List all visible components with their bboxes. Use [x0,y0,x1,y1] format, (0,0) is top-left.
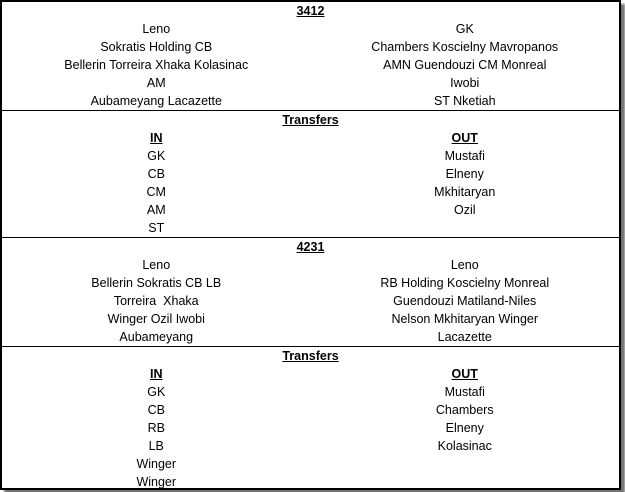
out-cell: Elneny [445,421,484,435]
table-row [2,419,619,437]
left-cell: Aubameyang Lacazette [90,94,222,108]
out-cell: Ozil [453,203,476,217]
table-row [2,473,619,491]
out-cell: Kolasinac [437,439,492,453]
column-header-row [2,129,619,147]
right-cell: Leno [450,258,479,272]
table-row [2,183,619,201]
right-cell: Lacazette [437,330,492,344]
left-cell: AM [146,76,166,90]
in-cell: CM [146,185,166,199]
left-cell: Winger Ozil Iwobi [107,312,205,326]
section-title: 3412 [296,4,325,18]
right-cell: Nelson Mkhitaryan Winger [391,312,539,326]
table-row [2,401,619,419]
right-cell: AMN Guendouzi CM Monreal [383,58,547,72]
table-row [2,310,619,328]
table-row [2,147,619,165]
in-cell: CB [147,167,165,181]
out-cell: Mkhitaryan [434,185,496,199]
table-row [2,256,619,274]
in-cell: GK [147,385,166,399]
in-cell: LB [148,439,164,453]
right-cell: ST Nketiah [433,94,496,108]
left-cell: Leno [142,258,171,272]
table-row [2,201,619,219]
transfers-section-2 [2,346,619,491]
in-cell: CB [147,403,165,417]
table-row [2,92,619,110]
table-row [2,455,619,473]
out-cell [311,219,620,237]
out-column-header: OUT [451,131,478,145]
in-column-header: IN [150,131,163,145]
right-cell: RB Holding Koscielny Monreal [380,276,550,290]
table-row [2,56,619,74]
left-cell: Bellerin Sokratis CB LB [91,276,222,290]
table-row [2,437,619,455]
section-title: 4231 [296,240,325,254]
in-cell: Winger [136,475,177,489]
left-cell: Leno [142,22,171,36]
formation-3412-section [2,2,619,110]
in-cell: RB [147,421,165,435]
table-row [2,38,619,56]
right-cell: GK [455,22,474,36]
table-row [2,74,619,92]
table-row [2,20,619,38]
table-row [2,383,619,401]
table-row [2,292,619,310]
out-cell: Mustafi [444,149,485,163]
section-title: Transfers [282,349,339,363]
in-cell: AM [146,203,166,217]
out-cell [311,473,620,491]
table-row [2,165,619,183]
left-cell: Bellerin Torreira Xhaka Kolasinac [64,58,249,72]
right-cell: Chambers Koscielny Mavropanos [371,40,559,54]
transfers-section-1 [2,110,619,237]
in-column-header: IN [150,367,163,381]
left-cell: Aubameyang [119,330,194,344]
in-cell: GK [147,149,166,163]
table-row [2,219,619,237]
in-cell: ST [148,221,165,235]
out-column-header: OUT [451,367,478,381]
out-cell [311,455,620,473]
left-cell: Sokratis Holding CB [100,40,213,54]
formation-4231-section [2,237,619,346]
out-cell: Chambers [435,403,494,417]
out-cell: Mustafi [444,385,485,399]
in-cell: Winger [136,457,177,471]
right-cell: Iwobi [450,76,480,90]
out-cell: Elneny [445,167,484,181]
table-row [2,328,619,346]
column-header-row [2,365,619,383]
section-title: Transfers [282,113,339,127]
left-cell: Torreira Xhaka [113,294,199,308]
right-cell: Guendouzi Matiland-Niles [393,294,537,308]
table-row [2,274,619,292]
